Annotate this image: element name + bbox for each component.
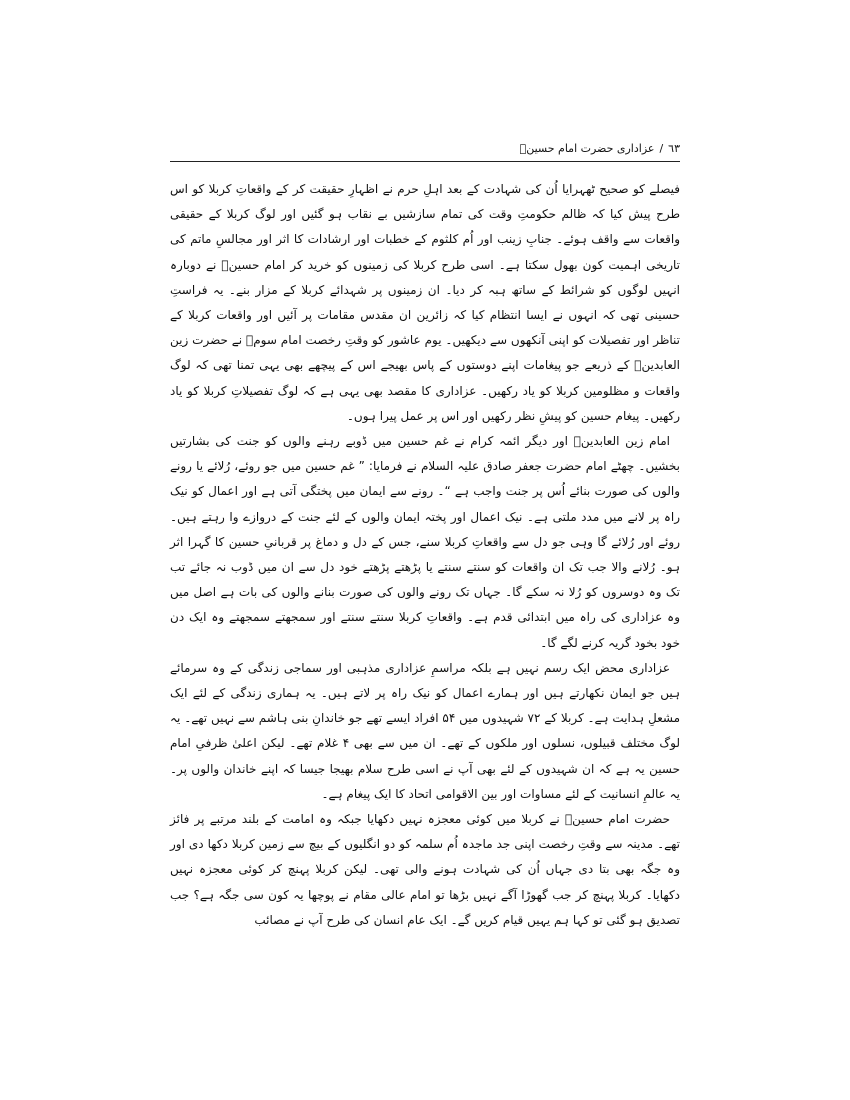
page-number: ٦٣ [668,142,680,155]
body-text [170,177,680,933]
header-divider [170,161,680,162]
paragraph: حضرت امام حسینؑ نے کربلا میں کوئی معجزہ نہیں دکھایا جبکہ وہ امامت کے بلند مرتبے پر فائز تھے۔ مدینہ سے وقتِ رخصت اپنی جد ماجدہ اُم سلمہ کو دو انگلیوں کے بیچ سے زمین کربلا دکھا دی اور وہ جگہ بھی بتا دی جہاں اُن کی شہادت ہونے والی تھی۔ لیکن کربلا پہنچ کر کوئی معجزہ نہیں دکھایا۔ کربلا پہنچ کر جب گھوڑا آگے نہیں بڑھا تو امام عالی مقام نے پوچھا یہ کون سی جگہ ہے؟ جب تصدیق ہو گئی تو کہا ہم یہیں قیام کریں گے۔ ایک عام انسان کی طرح آپ نے مصائب [170,812,680,927]
paragraph: امام زین العابدینؑ اور دیگر ائمہ کرام نے غم حسین میں ڈوبے رہنے والوں کو جنت کی بشارتیں بخشیں۔ چھٹے امام حضرت جعفر صادق علیہ السلام نے فرمایا: ” غم حسین میں جو روئے، رُلائے یا رونے والوں کی صورت بنائے اُس پر جنت واجب ہے “۔ رونے سے ایمان میں پختگی آتی ہے اور اعمال کو نیک راہ پر لانے میں مدد ملتی ہے۔ نیک اعمال اور پختہ ایمان والوں کے لئے جنت کے دروازے وا رہتے ہیں۔ روئے اور رُلائے گا وہی جو دل سے واقعاتِ کربلا سنے، جس کے دل و دماغ پر قربانیِ حسین کا گہرا اثر ہو۔ رُلانے والا جب تک ان واقعات کو سنتے سنتے یا پڑھتے پڑھتے خود دل سے ان میں ڈوب نہ جائے تب تک وہ دوسروں کو رُلا نہ سکے گا۔ جہاں تک رونے والوں کی صورت بنانے والوں کی بات ہے اصل میں وہ عزاداری کی راہ میں ابتدائی قدم ہے۔ واقعاتِ کربلا سنتے سنتے اور سمجھتے سمجھتے وہ ایک دن خود بخود گریہ کرنے لگے گا۔ [170,434,680,650]
running-title: عزاداری حضرت امام حسینؑ [519,142,655,155]
paragraph: فیصلے کو صحیح ٹھہرایا اُن کی شہادت کے بعد اہلِ حرم نے اظہارِ حقیقت کر کے واقعاتِ کربلا کو اس طرح پیش کیا کہ ظالم حکومتِ وقت کی تمام سازشیں بے نقاب ہو گئیں اور لوگ کربلا کے حقیقی واقعات سے واقف ہوئے۔ جنابِ زینب اور اُم کلثوم کے خطبات اور ارشادات کا اثر اور مجالسِ ماتم کی تاریخی اہمیت کون بھول سکتا ہے۔ اسی طرح کربلا کی زمینوں کو خرید کر امام حسینؑ نے دوبارہ انہیں لوگوں کو شرائط کے ساتھ ہبہ کر دیا۔ ان زمینوں پر شہدائے کربلا کے مزار بنے۔ یہ فراستِ حسینی تھی کہ انہوں نے ایسا انتظام کیا کہ زائرین ان مقدس مقامات پر آئیں اور واقعات کربلا کے تناظر اور تفصیلات کو اپنی آنکھوں سے دیکھیں۔ یوم عاشور کو وقتِ رخصت امام سومؑ نے حضرت زین العابدینؑ کے ذریعے جو پیغامات اپنے دوستوں کے پاس بھیجے اس کے پیچھے بھی یہی تمنا تھی کہ لوگ واقعات و مظلومین کربلا کو یاد رکھیں۔ عزاداری کا مقصد بھی یہی ہے کہ لوگ تفصیلاتِ کربلا کو یاد رکھیں۔ پیغام حسین کو پیشِ نظر رکھیں اور اس پر عمل پیرا ہوں۔ [170,182,680,423]
paragraph: عزاداری محض ایک رسم نہیں ہے بلکہ مراسمِ عزاداری مذہبی اور سماجی زندگی کے وہ سرمائے ہیں جو ایمان نکھارتے ہیں اور ہمارے اعمال کو نیک راہ پر لاتے ہیں۔ یہ ہماری زندگی کے لئے ایک مشعلِ ہدایت ہے۔ کربلا کے ۷۲ شہیدوں میں ۵۴ افراد ایسے تھے جو خاندانِ بنی ہاشم سے نہیں تھے۔ یہ لوگ مختلف قبیلوں، نسلوں اور ملکوں کے تھے۔ ان میں سے بھی ۴ غلام تھے۔ لیکن اعلیٰ ظرفیِ امام حسین یہ ہے کہ ان شہیدوں کے لئے بھی آپ نے اسی طرح سلام بھیجا جیسا کہ اپنے خاندان والوں پر۔ یہ عالمِ انسانیت کے لئے مساوات اور بین الاقوامی اتحاد کا ایک پیغام ہے۔ [170,660,681,801]
running-header [170,141,680,157]
header-separator: / [659,142,664,155]
